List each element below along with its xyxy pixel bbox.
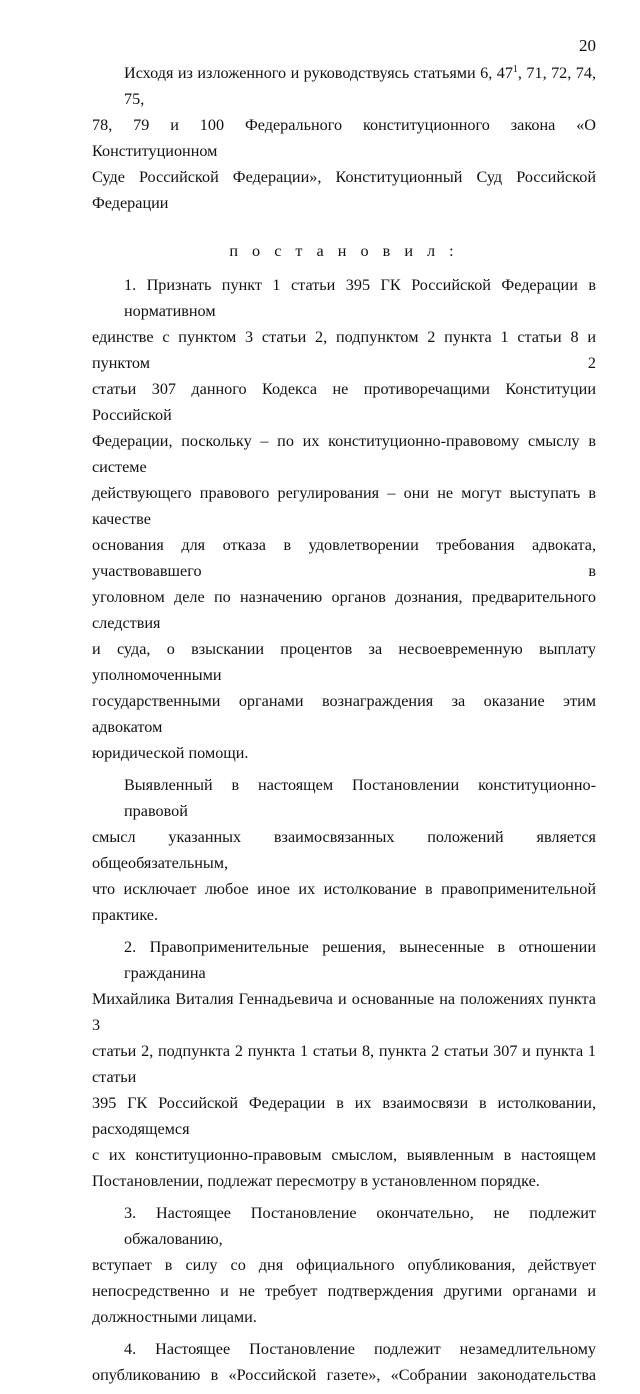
document-body bbox=[92, 60, 596, 1394]
paragraph-3-line-4: 395 ГК Российской Федерации в их взаимосвязи в истолковании, расходящемся bbox=[92, 1094, 596, 1138]
paragraphs-container bbox=[92, 272, 596, 1388]
paragraph-4-line-1: 3. Настоящее Постановление окончательно, не подлежит обжалованию, bbox=[124, 1204, 596, 1248]
paragraph-1-line-3: статьи 307 данного Кодекса не противоречащими Конституции Российской bbox=[92, 380, 596, 424]
intro-line-2: 78, 79 и 100 Федерального конституционного закона «О Конституционном bbox=[92, 116, 596, 160]
paragraph-1-line-2: единстве с пунктом 3 статьи 2, подпунктом 2 пункта 1 статьи 8 и пунктом 2 bbox=[92, 328, 596, 372]
intro-line-1-tail: , 71, 72, 74, 75, bbox=[124, 64, 597, 108]
paragraph-3-line-2: Михайлика Виталия Геннадьевича и основанные на положениях пункта 3 bbox=[92, 990, 596, 1034]
paragraph-5-line-1: 4. Настоящее Постановление подлежит незамедлительному bbox=[124, 1340, 596, 1358]
paragraph-1 bbox=[92, 272, 596, 766]
paragraph-2-line-1: Выявленный в настоящем Постановлении конституционно-правовой bbox=[124, 776, 596, 820]
paragraph-3 bbox=[92, 934, 596, 1194]
page-number: 20 bbox=[579, 36, 596, 55]
paragraph-4-line-4: должностными лицами. bbox=[92, 1308, 257, 1326]
paragraph-3-line-5: с их конституционно-правовым смыслом, выявленным в настоящем bbox=[92, 1146, 596, 1164]
paragraph-5 bbox=[92, 1336, 596, 1388]
paragraph-5-line-2: опубликованию в «Российской газете», «Собрании законодательства bbox=[92, 1366, 596, 1384]
paragraph-3-line-3: статьи 2, подпункта 2 пункта 1 статьи 8, пункта 2 статьи 307 и пункта 1 статьи bbox=[92, 1042, 596, 1086]
paragraph-1-line-4: Федерации, поскольку – по их конституционно-правовому смыслу в системе bbox=[92, 432, 596, 476]
intro-line-3: Суде Российской Федерации», Конституционный Суд Российской Федерации bbox=[92, 168, 596, 212]
intro-paragraph bbox=[92, 60, 596, 216]
decree-heading: п о с т а н о в и л : bbox=[229, 242, 459, 260]
paragraph-4-line-3: непосредственно и не требует подтверждения другими органами и bbox=[92, 1282, 596, 1300]
paragraph-4 bbox=[92, 1200, 596, 1330]
paragraph-1-line-8: и суда, о взыскании процентов за несвоевременную выплату уполномоченными bbox=[92, 640, 596, 684]
paragraph-3-line-1: 2. Правоприменительные решения, вынесенные в отношении гражданина bbox=[124, 938, 596, 982]
paragraph-4-line-2: вступает в силу со дня официального опубликования, действует bbox=[92, 1256, 596, 1274]
paragraph-1-line-10: юридической помощи. bbox=[92, 744, 249, 762]
paragraph-3-line-6: Постановлении, подлежат пересмотру в установленном порядке. bbox=[92, 1172, 540, 1190]
intro-line-1 bbox=[92, 60, 596, 112]
paragraph-1-line-5: действующего правового регулирования – они не могут выступать в качестве bbox=[92, 484, 596, 528]
paragraph-2-line-3: что исключает любое иное их истолкование в правоприменительной практике. bbox=[92, 880, 596, 924]
paragraph-1-line-1: 1. Признать пункт 1 статьи 395 ГК Российской Федерации в нормативном bbox=[124, 276, 596, 320]
paragraph-1-line-6: основания для отказа в удовлетворении требования адвоката, участвовавшего в bbox=[92, 536, 596, 580]
paragraph-1-line-7: уголовном деле по назначению органов дознания, предварительного следствия bbox=[92, 588, 596, 632]
intro-line-1-text: Исходя из изложенного и руководствуясь статьями 6, 47 bbox=[124, 64, 513, 82]
paragraph-2-line-2: смысл указанных взаимосвязанных положений является общеобязательным, bbox=[92, 828, 596, 872]
paragraph-1-line-9: государственными органами вознаграждения за оказание этим адвокатом bbox=[92, 692, 596, 736]
superscript: 1 bbox=[512, 64, 518, 75]
